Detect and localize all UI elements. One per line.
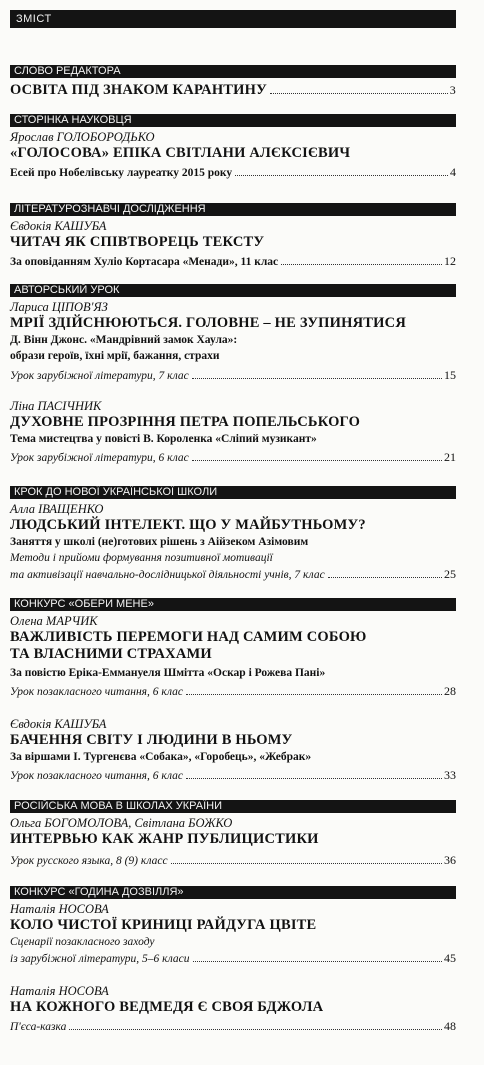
dot-leader: [69, 1028, 442, 1030]
entry-title: КОЛО ЧИСТОЇ КРИНИЦІ РАЙДУГА ЦВІТЕ: [10, 917, 317, 933]
dot-leader: [192, 459, 442, 461]
section-title: ЛІТЕРАТУРОЗНАВЧІ ДОСЛІДЖЕННЯ: [10, 203, 456, 216]
entry-note: Урок зарубіжної літератури, 6 клас: [10, 452, 189, 464]
toc-entry[interactable]: [10, 983, 456, 1035]
toc-entry[interactable]: [10, 398, 456, 466]
entry-subtitle: Тема мистецтва у повісті В. Короленка «Сліпий музикант»: [10, 433, 317, 445]
dot-leader: [171, 862, 442, 864]
dot-leader: [192, 377, 442, 379]
dot-leader: [328, 576, 442, 578]
entry-title: НА КОЖНОГО ВЕДМЕДЯ Є СВОЯ БДЖОЛА: [10, 999, 324, 1015]
section-title: КРОК ДО НОВОЇ УКРАЇНСЬКОЇ ШКОЛИ: [10, 486, 456, 499]
entry-title: ЧИТАЧ ЯК СПІВТВОРЕЦЬ ТЕКСТУ: [10, 234, 265, 250]
entry-author: Ліна ПАСІЧНИК: [10, 399, 102, 413]
entry-author: Лариса ЦІПОВ'ЯЗ: [10, 300, 108, 314]
entry-note: П'єса-казка: [10, 1021, 67, 1033]
section-leisure-contest: [10, 886, 456, 1035]
page-number: 33: [444, 768, 456, 782]
entry-title: БАЧЕННЯ СВІТУ І ЛЮДИНИ В НЬОМУ: [10, 732, 293, 748]
dot-leader: [281, 263, 442, 265]
entry-title: ЛЮДСЬКИЙ ІНТЕЛЕКТ. ЩО У МАЙБУТНЬОМУ?: [10, 517, 366, 533]
entry-title: МРІЇ ЗДІЙСНЮЮТЬСЯ. ГОЛОВНЕ – НЕ ЗУПИНЯТИСЯ: [10, 315, 406, 331]
entry-author: Олена МАРЧИК: [10, 614, 98, 628]
entry-subtitle: Заняття у школі (не)готових рішень з Аійзеком Азімовим: [10, 536, 309, 548]
section-scientist-page: [10, 114, 456, 181]
toc-entry[interactable]: [10, 716, 456, 784]
entry-author: Ярослав ГОЛОБОРОДЬКО: [10, 130, 155, 144]
section-editor-word: [10, 65, 456, 99]
section-title: СТОРІНКА НАУКОВЦЯ: [10, 114, 456, 127]
entry-author: Євдокія КАШУБА: [10, 219, 107, 233]
contents-header: ЗМІСТ: [10, 10, 456, 28]
section-new-ukrainian-school: [10, 486, 456, 583]
section-title: КОНКУРС «ГОДИНА ДОЗВІЛЛЯ»: [10, 886, 456, 899]
dot-leader: [235, 174, 448, 176]
entry-author: Наталія НОСОВА: [10, 902, 109, 916]
page-number: 12: [444, 254, 456, 268]
page-number: 48: [444, 1019, 456, 1033]
page-number: 36: [444, 853, 456, 867]
entry-author: Ольга БОГОМОЛОВА, Світлана БОЖКО: [10, 816, 233, 830]
page-number: 15: [444, 368, 456, 382]
dot-leader: [193, 960, 442, 962]
toc-entry[interactable]: [10, 82, 456, 99]
toc-entry[interactable]: [10, 901, 456, 967]
entry-title: «ГОЛОСОВА» ЕПІКА СВІТЛАНИ АЛЄКСІЄВИЧ: [10, 145, 351, 161]
page-number: 3: [449, 83, 456, 97]
dot-leader: [186, 693, 442, 695]
section-literary-research: [10, 203, 456, 270]
page-number: 25: [444, 567, 456, 581]
entry-title: ДУХОВНЕ ПРОЗРІННЯ ПЕТРА ПОПЕЛЬСЬКОГО: [10, 414, 361, 430]
toc-entry[interactable]: [10, 129, 456, 181]
section-title: КОНКУРС «ОБЕРИ МЕНЕ»: [10, 598, 456, 611]
table-of-contents: [0, 10, 484, 1065]
section-title: АВТОРСЬКИЙ УРОК: [10, 284, 456, 297]
entry-subtitle: За оповіданням Хуліо Кортасара «Менади», 11 клас: [10, 256, 279, 268]
page-number: 4: [450, 165, 456, 179]
entry-note: та активізації навчально-дослідницької діяльності учнів, 7 клас: [10, 569, 325, 581]
dot-leader: [270, 92, 448, 94]
section-choose-me-contest: [10, 598, 456, 784]
toc-entry[interactable]: [10, 613, 456, 700]
dot-leader: [186, 777, 442, 779]
section-title: РОСІЙСЬКА МОВА В ШКОЛАХ УКРАЇНИ: [10, 800, 456, 813]
section-author-lesson: [10, 284, 456, 466]
entry-author: Алла ІВАЩЕНКО: [10, 502, 104, 516]
entry-title: ОСВІТА ПІД ЗНАКОМ КАРАНТИНУ: [10, 82, 267, 98]
toc-entry[interactable]: [10, 218, 456, 270]
entry-author: Євдокія КАШУБА: [10, 717, 107, 731]
entry-note: Урок зарубіжної літератури, 7 клас: [10, 370, 189, 382]
entry-note: Методи і прийоми формування позитивної мотивації: [10, 552, 273, 564]
entry-subtitle: образи героїв, їхні мрії, бажання, страхи: [10, 350, 220, 362]
entry-subtitle: За повістю Еріка-Еммануеля Шмітта «Оскар і Рожева Пані»: [10, 667, 326, 679]
entry-note: Сценарії позакласного заходу: [10, 936, 155, 948]
entry-subtitle: За віршами І. Тургенєва «Собака», «Горобець», «Жебрак»: [10, 751, 312, 763]
entry-author: Наталія НОСОВА: [10, 984, 109, 998]
page-number: 45: [444, 951, 456, 965]
entry-note: Урок позакласного читання, 6 клас: [10, 770, 183, 782]
entry-subtitle: Есей про Нобелівську лауреатку 2015 року: [10, 167, 233, 179]
toc-entry[interactable]: [10, 815, 456, 869]
toc-entry[interactable]: [10, 501, 456, 583]
section-title: СЛОВО РЕДАКТОРА: [10, 65, 456, 78]
entry-note: Урок русского языка, 8 (9) класс: [10, 855, 168, 867]
entry-title: ВАЖЛИВІСТЬ ПЕРЕМОГИ НАД САМИМ СОБОЮ: [10, 629, 367, 645]
page-number: 28: [444, 684, 456, 698]
entry-subtitle: Д. Вінн Джонс. «Мандрівний замок Хаула»:: [10, 334, 238, 346]
entry-title: ИНТЕРВЬЮ КАК ЖАНР ПУБЛИЦИСТИКИ: [10, 831, 319, 847]
toc-entry[interactable]: [10, 299, 456, 384]
entry-note: із зарубіжної літератури, 5–6 класи: [10, 953, 190, 965]
entry-title: ТА ВЛАСНИМИ СТРАХАМИ: [10, 646, 212, 662]
section-russian-language: [10, 800, 456, 869]
entry-note: Урок позакласного читання, 6 клас: [10, 686, 183, 698]
page-number: 21: [444, 450, 456, 464]
